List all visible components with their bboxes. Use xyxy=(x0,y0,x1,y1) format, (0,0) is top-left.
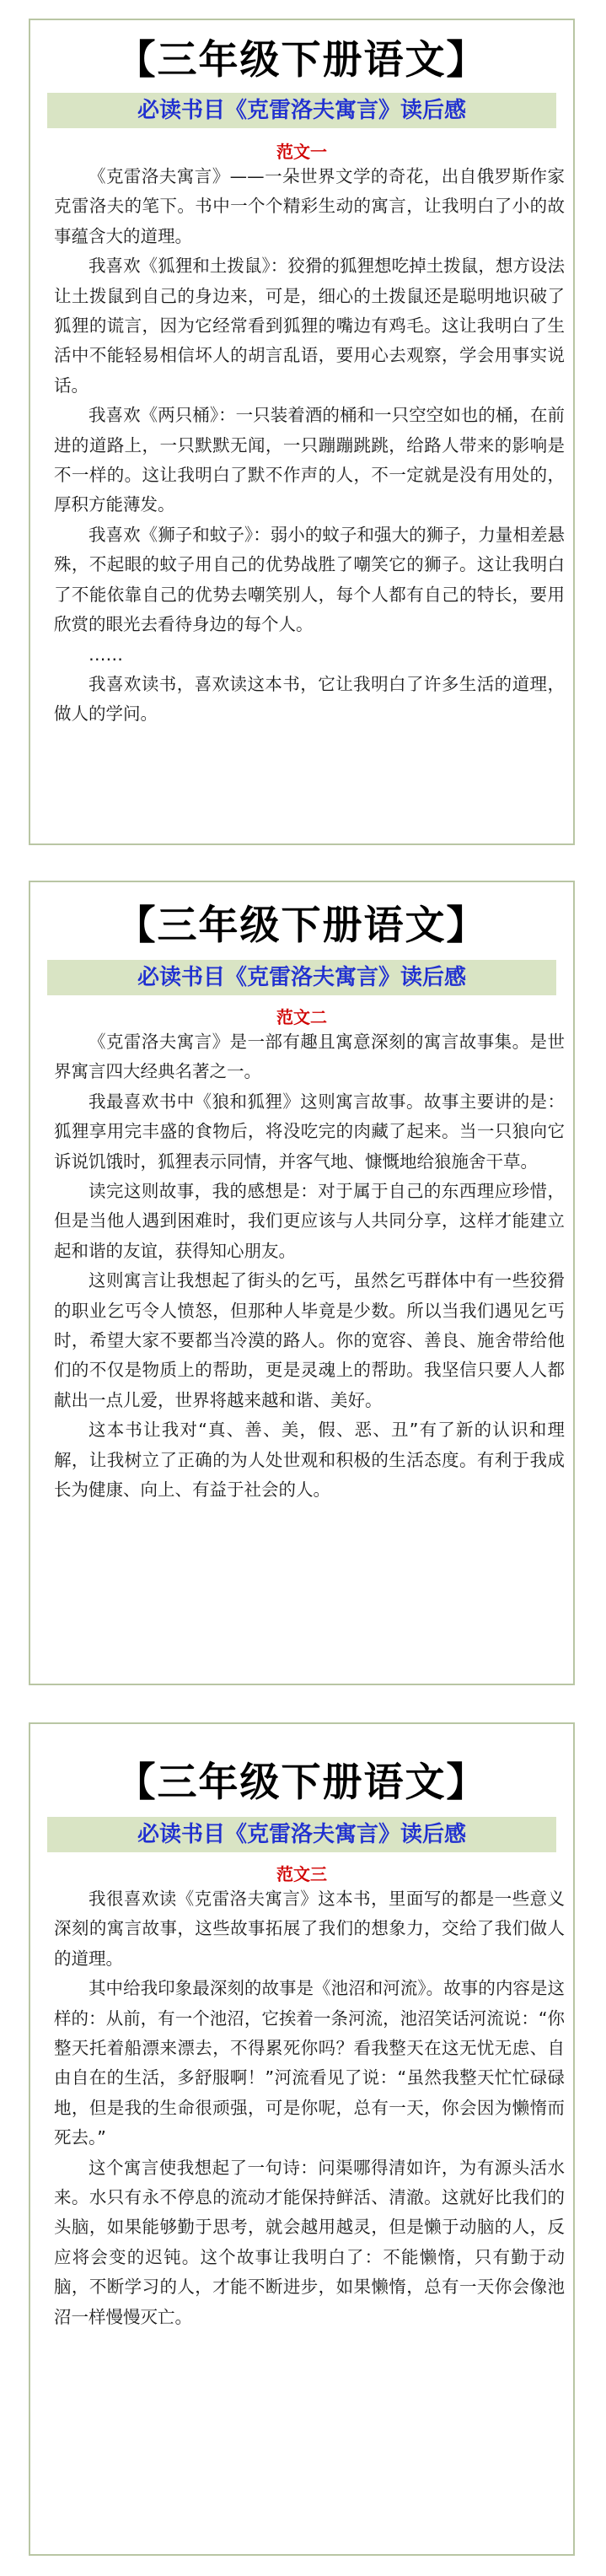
article-card-2 xyxy=(29,881,575,1685)
essay-paragraph: 这本书让我对“真、善、美，假、恶、丑”有了新的认识和理解，让我树立了正确的为人处世观和积极的生活态度。有利于我成长为健康、向上、有益于社会的人。 xyxy=(54,1420,565,1501)
article-card-1 xyxy=(29,19,575,845)
article-subtitle: 必读书目《克雷洛夫寓言》读后感 xyxy=(47,1817,556,1852)
grade-title: 【三年级下册语文】 xyxy=(115,903,488,949)
essay-paragraph: 《克雷洛夫寓言》——一朵世界文学的奇花，出自俄罗斯作家克雷洛夫的笔下。书中一个个精彩生动的寓言，让我明白了小的故事蕴含大的道理。 xyxy=(54,166,565,246)
grade-title: 【三年级下册语文】 xyxy=(115,1760,488,1806)
sample-essay-label: 范文一 xyxy=(276,142,327,162)
essay-paragraph: 这则寓言让我想起了街头的乞丐，虽然乞丐群体中有一些狡猾的职业乞丐令人愤怒，但那种人毕竟是少数。所以当我们遇见乞丐时，希望大家不要都当冷漠的路人。你的宽容、善良、施舍带给他们的不仅是物质上的帮助，更是灵魂上的帮助。我坚信只要人人都献出一点儿爱，世界将越来越和谐、美好。 xyxy=(54,1270,565,1410)
article-subtitle: 必读书目《克雷洛夫寓言》读后感 xyxy=(47,960,556,995)
essay-paragraph: 我喜欢《两只桶》：一只装着酒的桶和一只空空如也的桶，在前进的道路上，一只默默无闻，一只蹦蹦跳跳，给路人带来的影响是不一样的。这让我明白了默不作声的人，不一定就是没有用处的，厚积方能薄发。 xyxy=(54,405,565,515)
article-card-3 xyxy=(29,1722,575,2556)
essay-paragraph: 我很喜欢读《克雷洛夫寓言》这本书，里面写的都是一些意义深刻的寓言故事，这些故事拓展了我们的想象力，交给了我们做人的道理。 xyxy=(54,1889,565,1969)
essay-body xyxy=(54,162,565,730)
essay-paragraph: 我喜欢读书，喜欢读这本书，它让我明白了许多生活的道理，做人的学问。 xyxy=(54,673,565,725)
essay-paragraph: 这个寓言使我想起了一句诗：问渠哪得清如许，为有源头活水来。水只有永不停息的流动才能保持鲜活、清澈。这就好比我们的头脑，如果能够勤于思考，就会越用越灵，但是懒于动脑的人，反应将会变的迟钝。这个故事让我明白了：不能懒惰，只有勤于动脑，不断学习的人，才能不断进步，如果懒惰，总有一天你会像池沼一样慢慢灭亡。 xyxy=(54,2157,565,2327)
essay-paragraph: 其中给我印象最深刻的故事是《池沼和河流》。故事的内容是这样的：从前，有一个池沼，它挨着一条河流，池沼笑话河流说：“你整天托着船漂来漂去，不得累死你吗？看我整天在这无忧无虑、自由自在的生活，多舒服啊！”河流看见了说：“虽然我整天忙忙碌碌地，但是我的生命很顽强，可是你呢，总有一天，你会因为懒惰而死去。” xyxy=(54,1978,565,2148)
grade-title: 【三年级下册语文】 xyxy=(115,37,488,84)
sample-essay-label: 范文二 xyxy=(276,1007,327,1027)
essay-paragraph: 读完这则故事，我的感想是：对于属于自己的东西理应珍惜，但是当他人遇到困难时，我们更应该与人共同分享，这样才能建立起和谐的友谊，获得知心朋友。 xyxy=(54,1181,565,1261)
sample-essay-label: 范文三 xyxy=(276,1864,327,1884)
article-subtitle: 必读书目《克雷洛夫寓言》读后感 xyxy=(47,93,556,128)
essay-body xyxy=(54,1884,565,2332)
essay-paragraph: 我喜欢《狐狸和土拨鼠》：狡猾的狐狸想吃掉土拨鼠，想方设法让土拨鼠到自己的身边来，可是，细心的土拨鼠还是聪明地识破了狐狸的谎言，因为它经常看到狐狸的嘴边有鸡毛。这让我明白了生活中不能轻易相信坏人的胡言乱语，要用心去观察，学会用事实说话。 xyxy=(54,256,565,396)
essay-body xyxy=(54,1027,565,1506)
essay-paragraph: 《克雷洛夫寓言》是一部有趣且寓意深刻的寓言故事集。是世界寓言四大经典名著之一。 xyxy=(54,1032,565,1082)
ellipsis: …… xyxy=(88,644,123,665)
essay-paragraph: 我喜欢《狮子和蚊子》：弱小的蚊子和强大的狮子，力量相差悬殊，不起眼的蚊子用自己的优势战胜了嘲笑它的狮子。这让我明白了不能依靠自己的优势去嘲笑别人，每个人都有自己的特长，要用欣赏的眼光去看待身边的每个人。 xyxy=(54,524,565,635)
essay-paragraph: 我最喜欢书中《狼和狐狸》这则寓言故事。故事主要讲的是：狐狸享用完丰盛的食物后，将没吃完的肉藏了起来。当一只狼向它诉说饥饿时，狐狸表示同情，并客气地、慷慨地给狼施舍干草。 xyxy=(54,1091,565,1172)
